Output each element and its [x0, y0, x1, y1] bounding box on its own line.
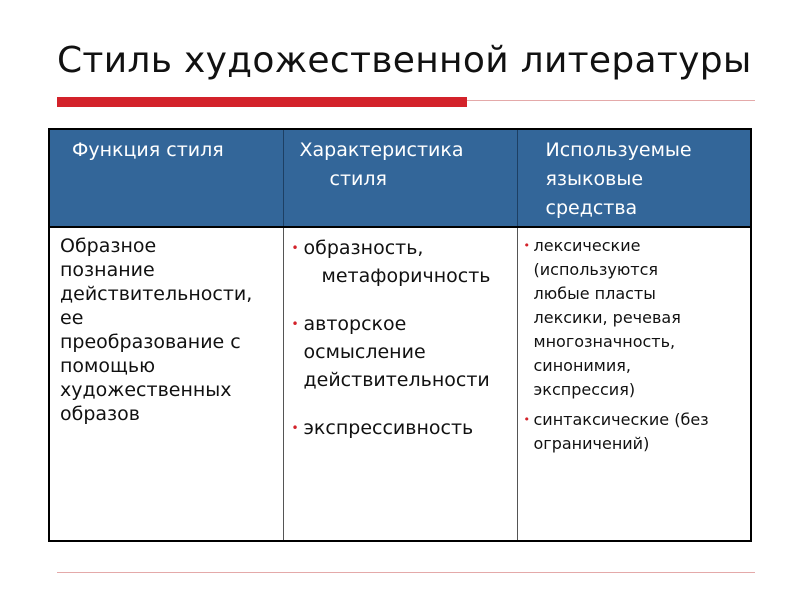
bullet-icon: • — [523, 413, 530, 426]
header-text: языковые — [545, 168, 644, 190]
header-style-function — [49, 129, 283, 227]
text-line: ее — [60, 307, 84, 329]
language-means-cell — [517, 227, 751, 541]
text-line: Образное — [60, 235, 157, 257]
text-line: лексические — [533, 236, 641, 255]
title-accent-line — [467, 100, 755, 101]
text-line: экспрессивность — [303, 417, 474, 439]
header-text: Используемые — [545, 139, 692, 161]
function-text — [58, 234, 277, 426]
list-item — [523, 234, 745, 402]
list-item — [523, 408, 745, 456]
text-line: действительности, — [60, 283, 253, 305]
bullet-icon: • — [291, 421, 299, 435]
text-line: метафоричность — [321, 265, 491, 287]
header-language-means — [517, 129, 751, 227]
header-style-characteristics — [283, 129, 517, 227]
text-line: лексики, речевая — [533, 308, 681, 327]
text-line: ограничений) — [533, 434, 650, 453]
text-line: познание — [60, 259, 155, 281]
text-line: (используются — [533, 260, 659, 279]
list-item — [292, 234, 511, 290]
header-text: Характеристика — [299, 139, 464, 161]
footer-divider — [57, 572, 755, 573]
text-line: авторское — [303, 313, 407, 335]
header-text: средства — [545, 197, 638, 219]
text-line: любые пласты — [533, 284, 656, 303]
text-line: помощью — [60, 355, 156, 377]
text-line: художественных — [60, 379, 232, 401]
list-item — [292, 310, 511, 394]
text-line: действительности — [303, 369, 490, 391]
title-accent-bar — [57, 97, 467, 107]
characteristics-cell — [283, 227, 517, 541]
table-header-row — [49, 129, 751, 227]
style-table — [48, 128, 752, 542]
text-line: синтаксические (без — [533, 410, 709, 429]
slide-title: Стиль художественной литературы — [57, 40, 752, 81]
header-text: стиля — [329, 168, 387, 190]
text-line: синонимия, — [533, 356, 631, 375]
text-line: экспрессия) — [533, 380, 636, 399]
header-text: Функция стиля — [72, 139, 224, 161]
text-line: образность, — [303, 237, 424, 259]
bullet-icon: • — [291, 317, 299, 331]
function-cell — [49, 227, 283, 541]
bullet-icon: • — [291, 241, 299, 255]
table-row — [49, 227, 751, 541]
bullet-icon: • — [523, 239, 530, 252]
text-line: преобразование с — [60, 331, 241, 353]
list-item — [292, 414, 511, 442]
text-line: образов — [60, 403, 140, 425]
text-line: осмысление — [303, 341, 426, 363]
text-line: многозначность, — [533, 332, 676, 351]
